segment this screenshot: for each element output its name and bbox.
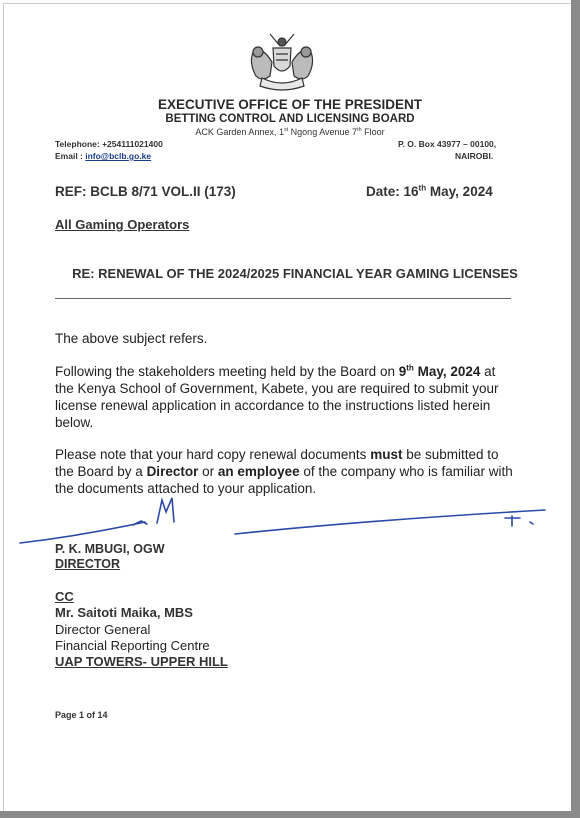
paragraph-1: The above subject refers. (55, 331, 208, 346)
addressee: All Gaming Operators (55, 217, 190, 232)
cc-organization: Financial Reporting Centre (55, 638, 210, 653)
paragraph-3: Please note that your hard copy renewal documents must be submitted to the Board by a Director or an employee of the company who is familiar with the documents attached to your application. (55, 447, 513, 496)
po-box: P. O. Box 43977 – 00100, (398, 139, 497, 149)
scan-edge-bottom (0, 811, 580, 818)
signatory-title: DIRECTOR (55, 557, 121, 571)
city: NAIROBI. (455, 151, 494, 161)
board-heading: BETTING CONTROL AND LICENSING BOARD (165, 113, 415, 125)
subject-line: RE: RENEWAL OF THE 2024/2025 FINANCIAL YEAR GAMING LICENSES (72, 266, 518, 281)
telephone: Telephone: +254111021400 (55, 139, 163, 149)
cc-location: UAP TOWERS- UPPER HILL (55, 654, 228, 669)
email-line: Email : info@bclb.go.ke (55, 151, 152, 161)
signatory-name: P. K. MBUGI, OGW (55, 542, 165, 556)
paragraph-2: Following the stakeholders meeting held by the Board on 9th May, 2024 at the Kenya School of Government, Kabete, you are required to submit your license renewal application in accordance to the instructions listed herein below. (55, 363, 499, 430)
cc-name: Mr. Saitoti Maika, MBS (55, 605, 193, 620)
coat-of-arms-icon (240, 32, 324, 94)
letter-date: Date: 16th May, 2024 (366, 183, 493, 199)
board-address: ACK Garden Annex, 1st Ngong Avenue 7th Floor (195, 127, 385, 137)
cc-role: Director General (55, 622, 151, 637)
cc-label: CC (55, 589, 74, 604)
page-number: Page 1 of 14 (55, 710, 108, 720)
office-heading: EXECUTIVE OFFICE OF THE PRESIDENT (157, 97, 423, 112)
reference-number: REF: BCLB 8/71 VOL.II (173) (55, 184, 236, 199)
subject-divider (55, 298, 511, 299)
email-link[interactable]: info@bclb.go.ke (85, 151, 152, 161)
